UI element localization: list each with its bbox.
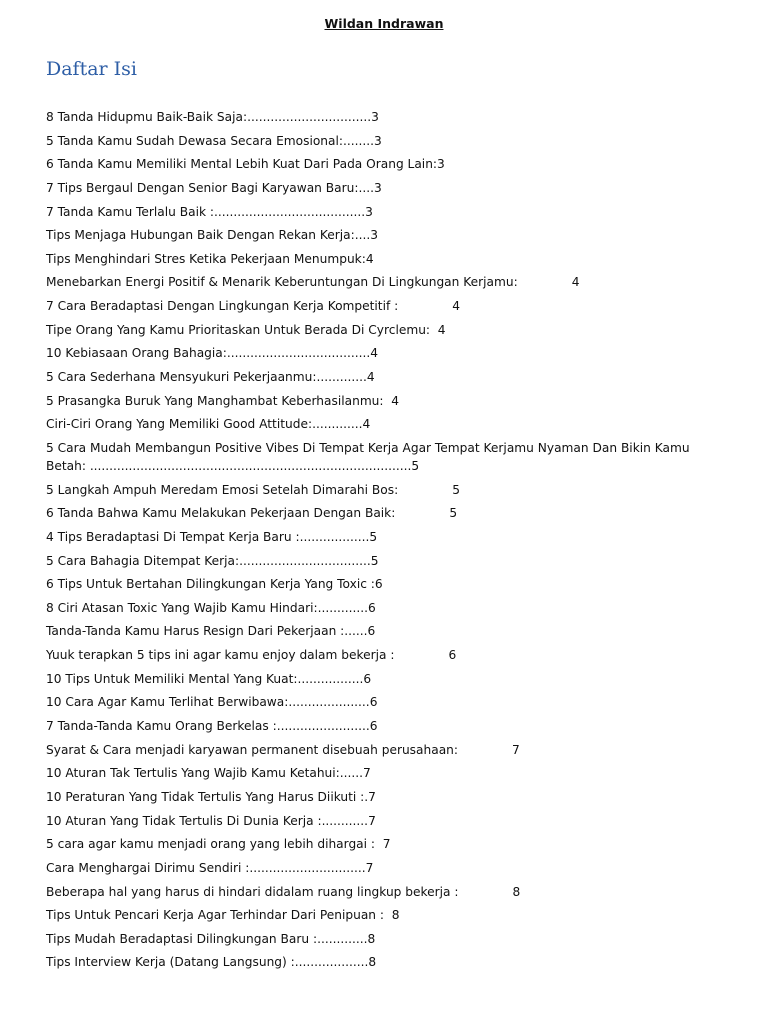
toc-entry-page-number: 3 bbox=[365, 204, 373, 219]
toc-entry-title: 7 Tips Bergaul Dengan Senior Bagi Karyawan Baru: bbox=[46, 180, 359, 195]
toc-entry-leader: ..................................... bbox=[226, 346, 371, 361]
toc-entry-leader: ...... bbox=[339, 766, 364, 781]
toc-entry-title: 10 Tips Untuk Memiliki Mental Yang Kuat: bbox=[46, 671, 298, 686]
toc-entry-page-number: 7 bbox=[368, 789, 376, 804]
toc-entry[interactable] bbox=[46, 883, 726, 901]
toc-entry-page-number: 4 bbox=[571, 275, 580, 290]
toc-entry-title: Yuuk terapkan 5 tips ini agar kamu enjoy dalam bekerja : bbox=[46, 648, 395, 663]
toc-entry[interactable] bbox=[46, 226, 726, 244]
toc-entry-title: 5 cara agar kamu menjadi orang yang lebih dihargai : bbox=[46, 837, 376, 852]
toc-entry[interactable] bbox=[46, 504, 726, 522]
toc-entry-page-number: 6 bbox=[374, 577, 383, 592]
toc-entry-page-number: 7 bbox=[365, 860, 374, 875]
toc-entry-title: Tanda-Tanda Kamu Harus Resign Dari Pekerjaan : bbox=[46, 624, 345, 639]
toc-entry-page-number: 5 bbox=[369, 529, 378, 544]
toc-entry-title: Menebarkan Energi Positif & Menarik Keberuntungan Di Lingkungan Kerjamu: bbox=[46, 275, 518, 290]
document-author: Wildan Indrawan bbox=[324, 16, 444, 31]
toc-entry-leader: ........................ bbox=[276, 719, 370, 734]
toc-entry-leader: ............. bbox=[317, 600, 368, 615]
toc-entry-title: 5 Tanda Kamu Sudah Dewasa Secara Emosional: bbox=[46, 133, 343, 148]
toc-entry-page-number: 7 bbox=[368, 813, 376, 828]
toc-entry[interactable] bbox=[46, 906, 726, 924]
toc-entry[interactable] bbox=[46, 481, 726, 499]
toc-entry-title: 7 Cara Beradaptasi Dengan Lingkungan Kerja Kompetitif : bbox=[46, 299, 399, 314]
toc-entry-page-number: 7 bbox=[512, 742, 520, 757]
toc-entry-page-number: 6 bbox=[448, 648, 457, 663]
toc-entry-page-number: 8 bbox=[368, 955, 377, 970]
toc-entry[interactable] bbox=[46, 321, 726, 339]
toc-entry-page-number: 5 bbox=[452, 482, 460, 497]
toc-entry-leader: .................. bbox=[299, 529, 370, 544]
toc-entry-title: Tipe Orang Yang Kamu Prioritaskan Untuk Berada Di Cyrclemu: bbox=[46, 322, 431, 337]
toc-entry-leader: ............. bbox=[316, 370, 367, 385]
toc-entry-page-number: 4 bbox=[437, 322, 446, 337]
toc-entry[interactable] bbox=[46, 599, 726, 617]
toc-entry-title: 5 Prasangka Buruk Yang Manghambat Keberhasilanmu: bbox=[46, 393, 384, 408]
toc-entry-leader: ................................................................................... bbox=[89, 458, 412, 473]
toc-entry-title: 7 Tanda Kamu Terlalu Baik : bbox=[46, 204, 215, 219]
toc-entry[interactable] bbox=[46, 179, 726, 197]
toc-entry-leader: ..................... bbox=[288, 695, 370, 710]
toc-entry-page-number: 6 bbox=[363, 671, 372, 686]
toc-entry-leader: .... bbox=[358, 180, 374, 195]
toc-entry-title: Tips Menjaga Hubungan Baik Dengan Rekan Kerja: bbox=[46, 228, 355, 243]
toc-entry[interactable] bbox=[46, 203, 726, 221]
toc-entry[interactable] bbox=[46, 132, 726, 150]
toc-entry-page-number: 7 bbox=[363, 766, 371, 781]
toc-entry[interactable] bbox=[46, 859, 726, 877]
toc-entry-leader: .................................. bbox=[239, 553, 371, 568]
toc-entry-leader: ............. bbox=[312, 417, 363, 432]
toc-entry-title: 6 Tanda Kamu Memiliki Mental Lebih Kuat Dari Pada Orang Lain: bbox=[46, 157, 438, 172]
toc-entry-title: 6 Tanda Bahwa Kamu Melakukan Pekerjaan Dengan Baik: bbox=[46, 506, 396, 521]
toc-entry[interactable] bbox=[46, 764, 726, 782]
toc-entry[interactable] bbox=[46, 930, 726, 948]
toc-entry[interactable] bbox=[46, 439, 726, 475]
toc-entry-leader: ................................ bbox=[247, 110, 372, 124]
toc-entry-title: 5 Langkah Ampuh Meredam Emosi Setelah Dimarahi Bos: bbox=[46, 482, 399, 497]
table-of-contents bbox=[46, 108, 726, 977]
toc-entry-page-number: 8 bbox=[391, 908, 400, 923]
toc-entry-title: Tips Untuk Pencari Kerja Agar Terhindar Dari Penipuan : bbox=[46, 908, 384, 923]
toc-entry[interactable] bbox=[46, 344, 726, 362]
toc-entry-title: 5 Cara Bahagia Ditempat Kerja: bbox=[46, 553, 240, 568]
toc-entry-page-number: 5 bbox=[370, 553, 379, 568]
toc-entry-page-number: 5 bbox=[449, 506, 458, 521]
toc-entry[interactable] bbox=[46, 250, 726, 268]
toc-entry-page-number: 4 bbox=[370, 346, 378, 361]
toc-entry-page-number: 3 bbox=[370, 228, 378, 243]
toc-entry[interactable] bbox=[46, 622, 726, 640]
toc-entry-title: 10 Aturan Tak Tertulis Yang Wajib Kamu Ketahui: bbox=[46, 766, 340, 781]
toc-entry-page-number: 4 bbox=[362, 417, 371, 432]
toc-entry-title: 10 Kebiasaan Orang Bahagia: bbox=[46, 346, 227, 361]
toc-entry-page-number: 4 bbox=[452, 299, 461, 314]
toc-entry-title: 4 Tips Beradaptasi Di Tempat Kerja Baru : bbox=[46, 529, 300, 544]
toc-entry[interactable] bbox=[46, 741, 726, 759]
toc-entry-leader: ................. bbox=[297, 671, 364, 686]
toc-entry-page-number: 4 bbox=[391, 393, 400, 408]
toc-entry-page-number: 7 bbox=[382, 837, 391, 852]
toc-entry-title: 7 Tanda-Tanda Kamu Orang Berkelas : bbox=[46, 719, 277, 734]
toc-entry[interactable] bbox=[46, 415, 726, 433]
toc-entry-title: 10 Cara Agar Kamu Terlihat Berwibawa: bbox=[46, 695, 289, 710]
toc-entry-title: 5 Cara Sederhana Mensyukuri Pekerjaanmu: bbox=[46, 370, 317, 385]
toc-entry-leader: ...... bbox=[344, 624, 368, 639]
toc-entry-title: Cara Menghargai Dirimu Sendiri : bbox=[46, 860, 250, 875]
toc-entry-page-number: 3 bbox=[371, 110, 379, 124]
toc-entry-page-number: 3 bbox=[437, 157, 445, 172]
toc-entry[interactable] bbox=[46, 108, 726, 126]
toc-entry-page-number: 8 bbox=[367, 931, 376, 946]
toc-entry[interactable] bbox=[46, 835, 726, 853]
toc-entry[interactable] bbox=[46, 368, 726, 386]
toc-entry[interactable] bbox=[46, 273, 726, 291]
toc-entry[interactable] bbox=[46, 297, 726, 315]
toc-entry[interactable] bbox=[46, 788, 726, 806]
toc-entry-title: 10 Peraturan Yang Tidak Tertulis Yang Harus Diikuti : bbox=[46, 789, 365, 804]
toc-entry-leader: ................... bbox=[294, 955, 369, 970]
toc-entry-page-number: 3 bbox=[373, 133, 382, 148]
toc-entry[interactable] bbox=[46, 646, 726, 664]
toc-entry-page-number: 8 bbox=[512, 884, 521, 899]
toc-entry[interactable] bbox=[46, 528, 726, 546]
toc-entry-leader: ............ bbox=[321, 813, 369, 828]
toc-entry-title: Syarat & Cara menjadi karyawan permanent disebuah perusahaan: bbox=[46, 742, 458, 757]
toc-entry-page-number: 3 bbox=[373, 180, 382, 195]
toc-entry-page-number: 6 bbox=[369, 719, 378, 734]
toc-entry-title: Tips Menghindari Stres Ketika Pekerjaan Menumpuk: bbox=[46, 251, 366, 266]
toc-entry-title: 10 Aturan Yang Tidak Tertulis Di Dunia Kerja : bbox=[46, 813, 322, 828]
toc-entry-leader: ....................................... bbox=[214, 204, 366, 219]
toc-entry-leader: ........ bbox=[342, 133, 374, 148]
toc-entry-title: Ciri-Ciri Orang Yang Memiliki Good Attitude: bbox=[46, 417, 313, 432]
toc-entry-title: 6 Tips Untuk Bertahan Dilingkungan Kerja Yang Toxic : bbox=[46, 577, 375, 592]
toc-entry[interactable] bbox=[46, 812, 726, 830]
toc-entry-title: 8 Ciri Atasan Toxic Yang Wajib Kamu Hindari: bbox=[46, 600, 318, 615]
toc-title: Daftar Isi bbox=[46, 58, 138, 80]
toc-entry[interactable] bbox=[46, 670, 726, 688]
toc-entry[interactable] bbox=[46, 392, 726, 410]
toc-entry-title: Tips Mudah Beradaptasi Dilingkungan Baru : bbox=[46, 931, 318, 946]
toc-entry-leader: .... bbox=[354, 228, 371, 243]
toc-entry-leader: . bbox=[364, 789, 369, 804]
toc-entry[interactable] bbox=[46, 953, 726, 971]
toc-entry-title: 8 Tanda Hidupmu Baik-Baik Saja: bbox=[46, 110, 248, 124]
toc-entry-leader: .............................. bbox=[249, 860, 366, 875]
toc-entry-title: Beberapa hal yang harus di hindari didalam ruang lingkup bekerja : bbox=[46, 884, 459, 899]
toc-entry[interactable] bbox=[46, 693, 726, 711]
toc-entry[interactable] bbox=[46, 155, 726, 173]
toc-entry-title: Tips Interview Kerja (Datang Langsung) : bbox=[46, 955, 295, 970]
toc-entry-page-number: 6 bbox=[367, 624, 376, 639]
toc-entry-title: 5 Cara Mudah Membangun Positive Vibes Di Tempat Kerja Agar Tempat Kerjamu Nyaman Dan Bikin Kamu Betah: bbox=[46, 440, 690, 473]
toc-entry[interactable] bbox=[46, 717, 726, 735]
toc-entry-page-number: 6 bbox=[369, 695, 378, 710]
toc-entry-page-number: 5 bbox=[411, 458, 420, 473]
toc-entry-page-number: 4 bbox=[366, 370, 375, 385]
toc-entry-page-number: 4 bbox=[365, 251, 374, 266]
toc-entry[interactable] bbox=[46, 575, 726, 593]
toc-entry[interactable] bbox=[46, 552, 726, 570]
toc-entry-page-number: 6 bbox=[367, 600, 376, 615]
toc-entry-leader: ............. bbox=[317, 931, 368, 946]
